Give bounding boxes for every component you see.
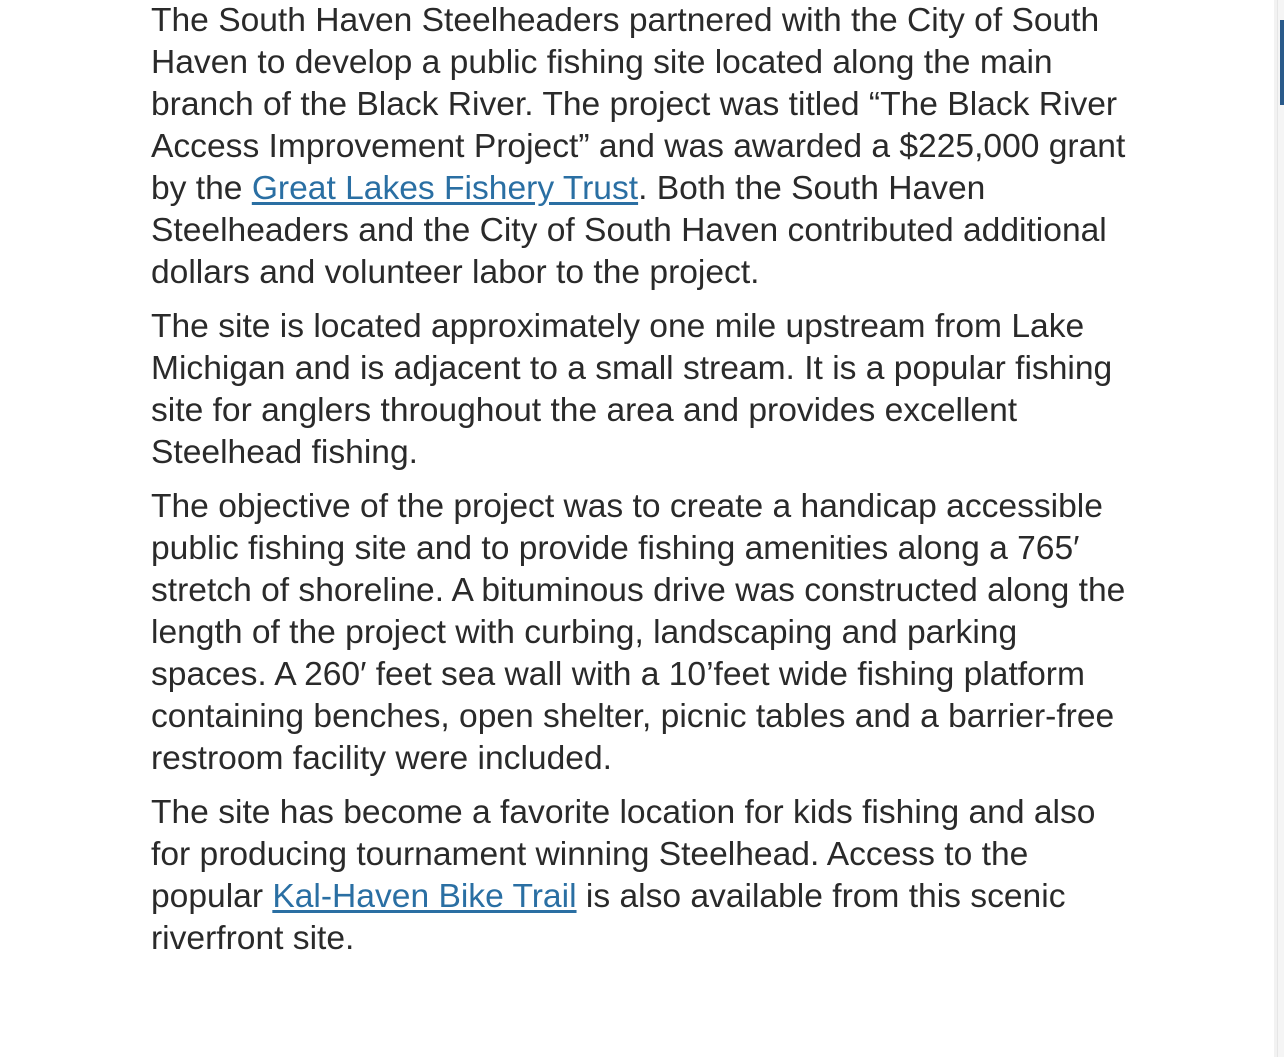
scrollbar-thumb[interactable] xyxy=(1280,20,1284,105)
article-body xyxy=(151,0,1141,972)
paragraph-1-text-after: . Both the South Haven Steelheaders and the City of South Haven contributed additional dollars and volunteer labor to the project. xyxy=(151,170,1107,291)
paragraph-3: The objective of the project was to create a handicap accessible public fishing site and to provide fishing amenities along a 765′ stretch of shoreline. A bituminous drive was constructed along the length of the project with curbing, landscaping and parking spaces. A 260′ feet sea wall with a 10’feet wide fishing platform containing benches, open shelter, picnic tables and a barrier-free restroom facility were included. xyxy=(151,488,1126,777)
scrollbar-track[interactable] xyxy=(1274,0,1284,1057)
paragraph-4-text-after: is also available from this scenic riverfront site. xyxy=(151,878,1066,957)
great-lakes-fishery-trust-link[interactable]: Great Lakes Fishery Trust xyxy=(251,170,639,207)
paragraph-1-text-before: The South Haven Steelheaders partnered with the City of South Haven to develop a public fishing site located along the main branch of the Black River. The project was titled “The Black River Access Improvement Project” and was awarded a $225,000 grant by the xyxy=(151,2,1126,207)
paragraph-1 xyxy=(151,0,1141,294)
kal-haven-bike-trail-link[interactable]: Kal-Haven Bike Trail xyxy=(272,878,577,915)
paragraph-2: The site is located approximately one mile upstream from Lake Michigan and is adjacent to a small stream. It is a popular fishing site for anglers throughout the area and provides excellent Steelhead fishing. xyxy=(151,308,1113,471)
paragraph-4 xyxy=(151,792,1141,960)
paragraph-4-text-before: The site has become a favorite location for kids fishing and also for producing tournament winning Steelhead. Access to the popular xyxy=(151,794,1096,915)
